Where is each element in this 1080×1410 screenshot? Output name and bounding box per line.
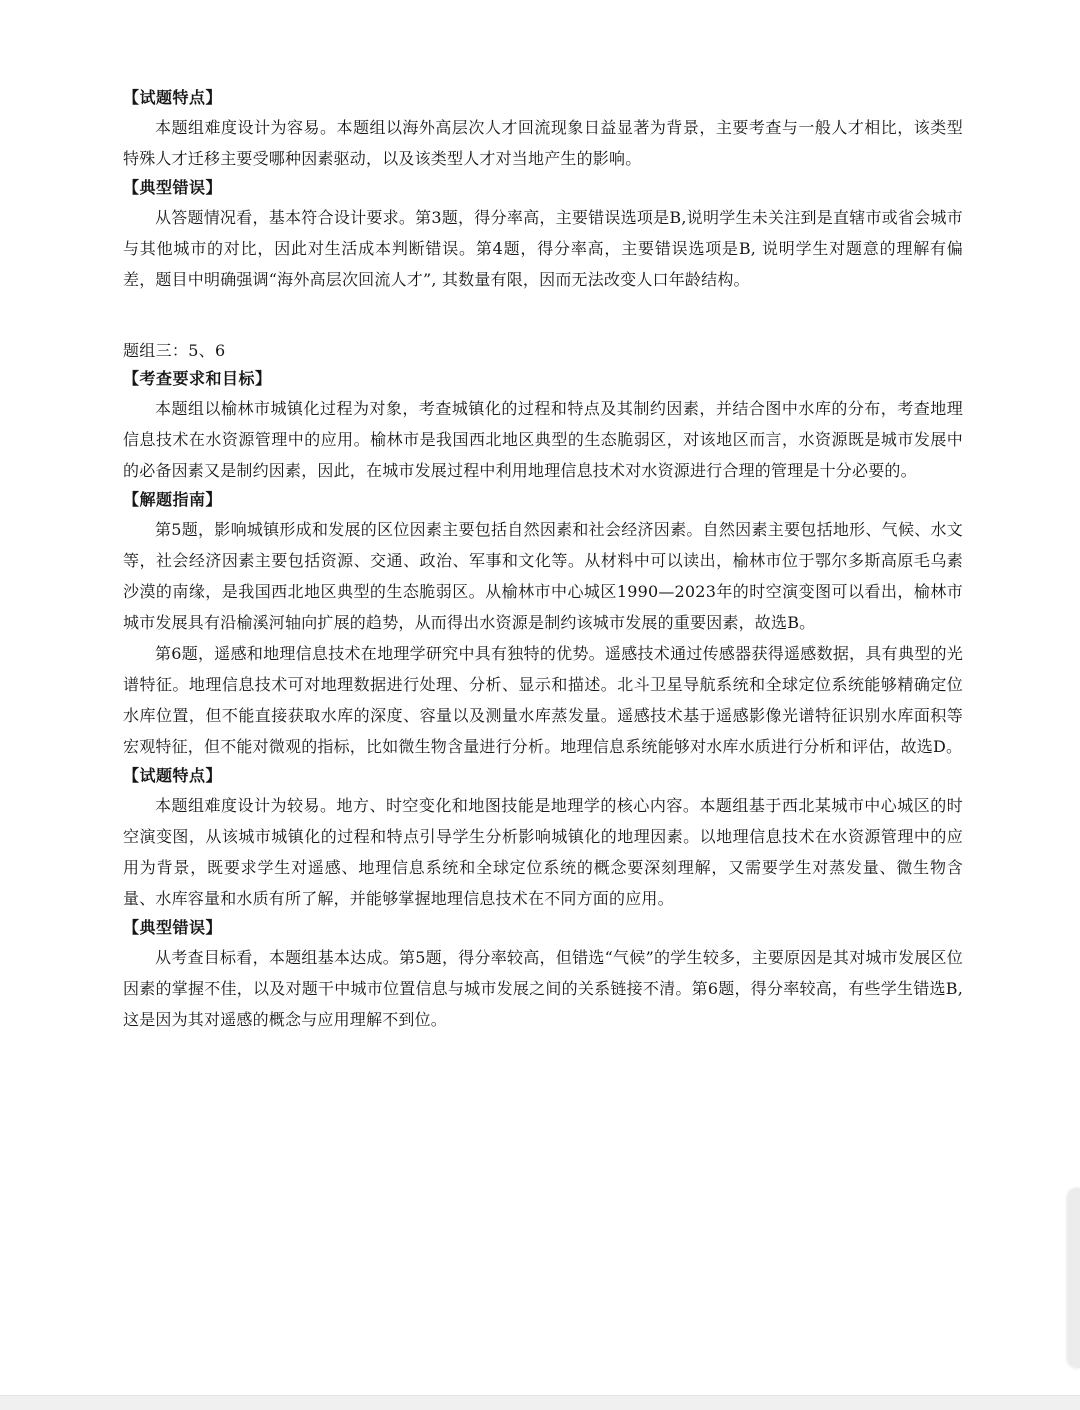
question-group-title: 题组三：5、6 bbox=[123, 341, 226, 360]
section-heading-typical-errors: 【典型错误】 bbox=[123, 178, 223, 197]
section-spacer bbox=[123, 295, 963, 337]
section-heading-typical-errors-2: 【典型错误】 bbox=[123, 918, 223, 937]
scroll-handle[interactable] bbox=[1068, 1188, 1080, 1368]
paragraph-features-2: 本题组难度设计为较易。地方、时空变化和地图技能是地理学的核心内容。本题组基于西北某城市中心城区的时空演变图，从该城市城镇化的过程和特点引导学生分析影响城镇化的地理因素。以地理信息技术在水资源管理中的应用为背景，既要求学生对遥感、地理信息系统和全球定位系统的概念要深刻理解，又需要学生对蒸发量、微生物含量、水库容量和水质有所了解，并能够掌握地理信息技术在不同方面的应用。 bbox=[123, 796, 963, 908]
section-heading-solution-guide: 【解题指南】 bbox=[123, 490, 223, 509]
paragraph-features: 本题组难度设计为容易。本题组以海外高层次人才回流现象日益显著为背景，主要考查与一般人才相比，该类型特殊人才迁移主要受哪种因素驱动，以及该类型人才对当地产生的影响。 bbox=[123, 118, 963, 168]
paragraph-goals: 本题组以榆林市城镇化过程为对象，考查城镇化的过程和特点及其制约因素，并结合图中水库的分布，考查地理信息技术在水资源管理中的应用。榆林市是我国西北地区典型的生态脆弱区，对该地区而言，水资源既是城市发展中的必备因素又是制约因素，因此，在城市发展过程中利用地理信息技术对水资源进行合理的管理是十分必要的。 bbox=[123, 399, 963, 480]
paragraph-guide-q5: 第5题，影响城镇形成和发展的区位因素主要包括自然因素和社会经济因素。自然因素主要包括地形、气候、水文等，社会经济因素主要包括资源、交通、政治、军事和文化等。从材料中可以读出，榆林市位于鄂尔多斯高原毛乌素沙漠的南缘，是我国西北地区典型的生态脆弱区。从榆林市中心城区1990—2023年的时空演变图可以看出，榆林市城市发展具有沿榆溪河轴向扩展的趋势，从而得出水资源是制约该城市发展的重要因素，故选B。 bbox=[123, 520, 963, 632]
paragraph-typical-errors-2: 从考查目标看，本题组基本达成。第5题，得分率较高，但错选“气候”的学生较多，主要原因是其对城市发展区位因素的掌握不佳，以及对题干中城市位置信息与城市发展之间的关系链接不清。第6题，得分率较高，有些学生错选B, 这是因为其对遥感的概念与应用理解不到位。 bbox=[123, 948, 963, 1029]
paragraph-guide-q6: 第6题，遥感和地理信息技术在地理学研究中具有独特的优势。遥感技术通过传感器获得遥感数据，具有典型的光谱特征。地理信息技术可对地理数据进行处理、分析、显示和描述。北斗卫星导航系统和全球定位系统能够精确定位水库位置，但不能直接获取水库的深度、容量以及测量水库蒸发量。遥感技术基于遥感影像光谱特征识别水库面积等宏观特征，但不能对微观的指标，比如微生物含量进行分析。地理信息系统能够对水库水质进行分析和评估，故选D。 bbox=[123, 644, 963, 756]
section-heading-features: 【试题特点】 bbox=[123, 88, 223, 107]
section-heading-goals: 【考查要求和目标】 bbox=[123, 369, 272, 388]
document-content bbox=[123, 84, 963, 1035]
paragraph-typical-errors: 从答题情况看，基本符合设计要求。第3题，得分率高，主要错误选项是B,说明学生未关注到是直辖市或省会城市与其他城市的对比，因此对生活成本判断错误。第4题，得分率高，主要错误选项是B, 说明学生对题意的理解有偏差，题目中明确强调“海外高层次回流人才”, 其数量有限，因而无法改变人口年龄结构。 bbox=[123, 208, 963, 289]
bottom-toolbar-edge bbox=[0, 1395, 1080, 1410]
section-heading-features-2: 【试题特点】 bbox=[123, 766, 223, 785]
